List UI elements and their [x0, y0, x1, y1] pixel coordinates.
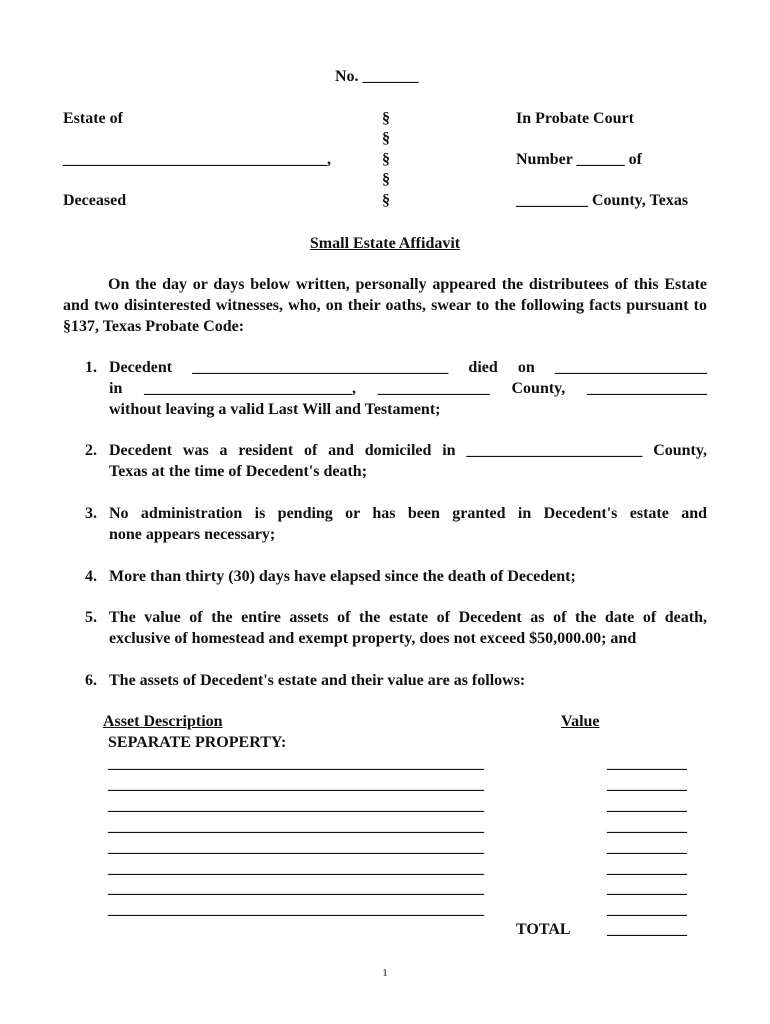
- item-number: 4.: [85, 568, 97, 585]
- asset-description-blank: _______________________________________________: [108, 797, 484, 814]
- item-3-line-1: No administration is pending or has been granted in Decedent's estate and: [109, 505, 707, 522]
- asset-value-blank: __________: [607, 755, 687, 772]
- court-number-line: Number ______ of: [516, 151, 642, 168]
- section-mark: §: [382, 110, 390, 127]
- separate-property-label: SEPARATE PROPERTY:: [108, 734, 287, 751]
- asset-value-blank: __________: [607, 818, 687, 835]
- item-number: 5.: [85, 609, 97, 626]
- asset-description-blank: _______________________________________________: [108, 860, 484, 877]
- asset-description-blank: _______________________________________________: [108, 901, 484, 918]
- page-number: 1: [382, 967, 388, 979]
- asset-value-blank: __________: [607, 776, 687, 793]
- section-mark: §: [382, 192, 390, 209]
- asset-value-blank: __________: [607, 901, 687, 918]
- item-3-line-2: none appears necessary;: [109, 526, 276, 543]
- section-mark: §: [382, 171, 390, 188]
- item-5-line-1: The value of the entire assets of the estate of Decedent as of the date of death,: [109, 609, 707, 626]
- section-mark: §: [382, 130, 390, 147]
- asset-value-blank: __________: [607, 860, 687, 877]
- section-mark: §: [382, 151, 390, 168]
- item-4-line-1: More than thirty (30) days have elapsed since the death of Decedent;: [109, 568, 576, 585]
- estate-name-blank: _________________________________,: [63, 151, 331, 168]
- item-number: 6.: [85, 672, 97, 689]
- asset-description-header: Asset Description: [103, 713, 223, 730]
- item-number: 1.: [85, 359, 97, 376]
- asset-description-blank: _______________________________________________: [108, 818, 484, 835]
- asset-description-blank: _______________________________________________: [108, 755, 484, 772]
- value-header: Value: [561, 713, 600, 730]
- item-1-line-2: in __________________________, ______________ County, _______________: [109, 380, 707, 397]
- item-number: 2.: [85, 442, 97, 459]
- item-1-line-1: Decedent ________________________________ died on ___________________: [109, 359, 707, 376]
- case-number: No. _______: [335, 68, 419, 85]
- asset-description-blank: _______________________________________________: [108, 776, 484, 793]
- item-1-line-3: without leaving a valid Last Will and Testament;: [109, 401, 441, 418]
- document-title: Small Estate Affidavit: [309, 235, 461, 252]
- item-number: 3.: [85, 505, 97, 522]
- item-2-line-1: Decedent was a resident of and domiciled in ______________________ County,: [109, 442, 707, 459]
- intro-paragraph: On the day or days below written, personally appeared the distributees of this Estate and two disinterested witnesses, who, on their oaths, swear to the following facts pursuant to §137, Texas Probate Code:: [63, 276, 707, 335]
- estate-of-label: Estate of: [63, 110, 123, 127]
- item-2-line-2: Texas at the time of Decedent's death;: [109, 463, 368, 480]
- asset-description-blank: _______________________________________________: [108, 839, 484, 856]
- county-texas-line: _________ County, Texas: [516, 192, 689, 209]
- total-value-blank: __________: [607, 921, 687, 938]
- asset-description-blank: _______________________________________________: [108, 880, 484, 897]
- item-6-line-1: The assets of Decedent's estate and their value are as follows:: [109, 672, 526, 689]
- total-label: TOTAL: [516, 921, 571, 938]
- asset-value-blank: __________: [607, 839, 687, 856]
- asset-value-blank: __________: [607, 880, 687, 897]
- deceased-label: Deceased: [63, 192, 127, 209]
- item-5-line-2: exclusive of homestead and exempt property, does not exceed $50,000.00; and: [109, 630, 637, 647]
- probate-court-label: In Probate Court: [516, 110, 634, 127]
- asset-value-blank: __________: [607, 797, 687, 814]
